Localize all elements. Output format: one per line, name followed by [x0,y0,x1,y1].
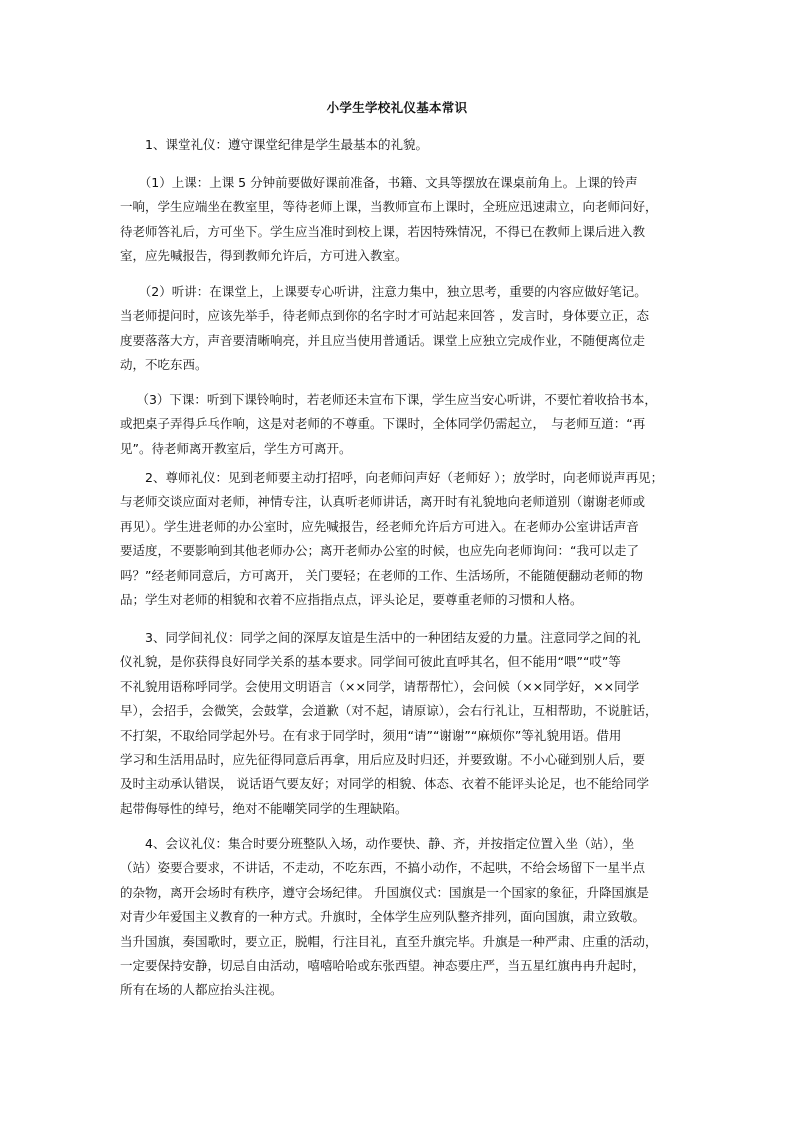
text-line: 度要落落大方，声音要清晰响亮，并且应当使用普通话。课堂上应独立完成作业，不随便离位走 [120,332,646,348]
text-line: 要适度，不要影响到其他老师办公；离开老师办公室的时候，也应先向老师询问：“我可以走了 [120,543,639,559]
text-line: 早），会招手，会微笑，会鼓掌，会道歉（对不起，请原谅），会右行礼让，互相帮助，不说脏话， [120,703,658,719]
text-line: 待老师答礼后，方可坐下。学生应当准时到校上课，若因特殊情况，不得已在教师上课后进入教 [120,223,646,239]
text-line: （2）听讲：在课堂上，上课要专心听讲，注意力集中，独立思考，重要的内容应做好笔记。 [120,284,647,299]
text-line: 或把桌子弄得乒乓作响，这是对老师的不尊重。下课时，全体同学仍需起立， 与老师互道：“再 [120,416,646,432]
text-line: 当老师提问时，应该先举手，待老师点到你的名字时才可站起来回答 ，发言时，身体要立正，态 [120,308,649,324]
text-line: 1、课堂礼仪：遵守课堂纪律是学生最基本的礼貌。 [120,137,428,152]
text-line: 3、同学间礼仪：同学之间的深厚友谊是生活中的一种团结友爱的力量。注意同学之间的礼 [120,630,641,645]
text-line: 不打架，不取给同学起外号。在有求于同学时，须用“请”“谢谢”“麻烦你”等礼貌用语。借用 [120,727,622,743]
paragraph-classroom-etiquette [120,133,676,157]
text-line: 的杂物，离开会场时有秩序，遵守会场纪律。 升国旗仪式：国旗是一个国家的象征，升降国旗是 [120,884,649,900]
text-line: 4、会议礼仪：集合时要分班整队入场，动作要快、静、齐，并按指定位置入坐（站），坐 [120,836,635,851]
text-line: 仪礼貌，是你获得良好同学关系的基本要求。同学间可彼此直呼其名，但不能用“喂”“哎”等 [120,654,621,670]
text-line: 所有在场的人都应抬头注视。 [120,982,283,998]
text-line: 动，不吃东西。 [120,357,208,373]
text-line: 与老师交谈应面对老师，神情专注，认真听老师讲话，离开时有礼貌地向老师道别（谢谢老师或 [120,494,646,510]
text-line: 2、尊师礼仪：见到老师要主动打招呼，向老师问声好（老师好 ）；放学时，向老师说声再见； [120,470,664,485]
paragraph-listening [120,280,676,378]
text-line: 学习和生活用品时，应先征得同意后再拿，用后应及时归还，并要致谢。不小心碰到别人后，要 [120,752,646,768]
text-line: 当升国旗，奏国歌时，要立正，脱帽，行注目礼，直至升旗完毕。升旗是一种严肃、庄重的活动， [120,933,658,949]
text-line: 一定要保持安静，切忌自由活动，嘻嘻哈哈或东张西望。神态要庄严，当五星红旗冉冉升起时， [120,958,646,974]
page-title: 小学生学校礼仪基本常识 [326,100,468,115]
paragraph-respect-teachers [120,466,676,612]
text-line: 品；学生对老师的相貌和衣着不应指指点点，评头论足，要尊重老师的习惯和人格。 [120,592,583,608]
text-line: 见”。待老师离开教室后，学生方可离开。 [120,440,352,456]
paragraph-end-of-class [120,388,676,461]
text-line: 不礼貌用语称呼同学。会使用文明语言（××同学，请帮帮忙），会问候（××同学好，××同学 [120,678,640,694]
paragraph-start-of-class [120,171,676,269]
text-line: （3）下课：听到下课铃响时，若老师还未宣布下课，学生应当安心听讲，不要忙着收拾书本， [120,392,657,407]
text-line: （1）上课：上课 5 分钟前要做好课前准备，书籍、文具等摆放在课桌前角上。上课的铃声 [120,175,638,190]
text-line: 及时主动承认错误， 说话语气要友好；对同学的相貌、体态、衣着不能评头论足，也不能给同学 [120,776,649,792]
text-line: （站）姿要合要求，不讲话，不走动，不吃东西，不搞小动作，不起哄，不给会场留下一星半点 [120,860,646,876]
text-line: 起带侮辱性的绰号，绝对不能嘲笑同学的生理缺陷。 [120,800,408,816]
paragraph-classmates [120,626,676,821]
text-line: 再见）。学生进老师的办公室时，应先喊报告，经老师允许后方可进入。在老师办公室讲话声音 [120,518,639,534]
text-line: 对青少年爱国主义教育的一种方式。升旗时，全体学生应列队整齐排列，面向国旗，肃立致敬。 [120,909,646,925]
text-line: 一响，学生应端坐在教室里，等待老师上课，当教师宣布上课时，全班应迅速肃立，向老师问好， [120,199,658,215]
text-line: 吗？”经老师同意后，方可离开， 关门要轻；在老师的工作、生活场所，不能随便翻动老师的物 [120,567,643,583]
text-line: 室，应先喊报告，得到教师允许后，方可进入教室。 [120,248,408,264]
paragraph-meeting-flag [120,832,676,1003]
